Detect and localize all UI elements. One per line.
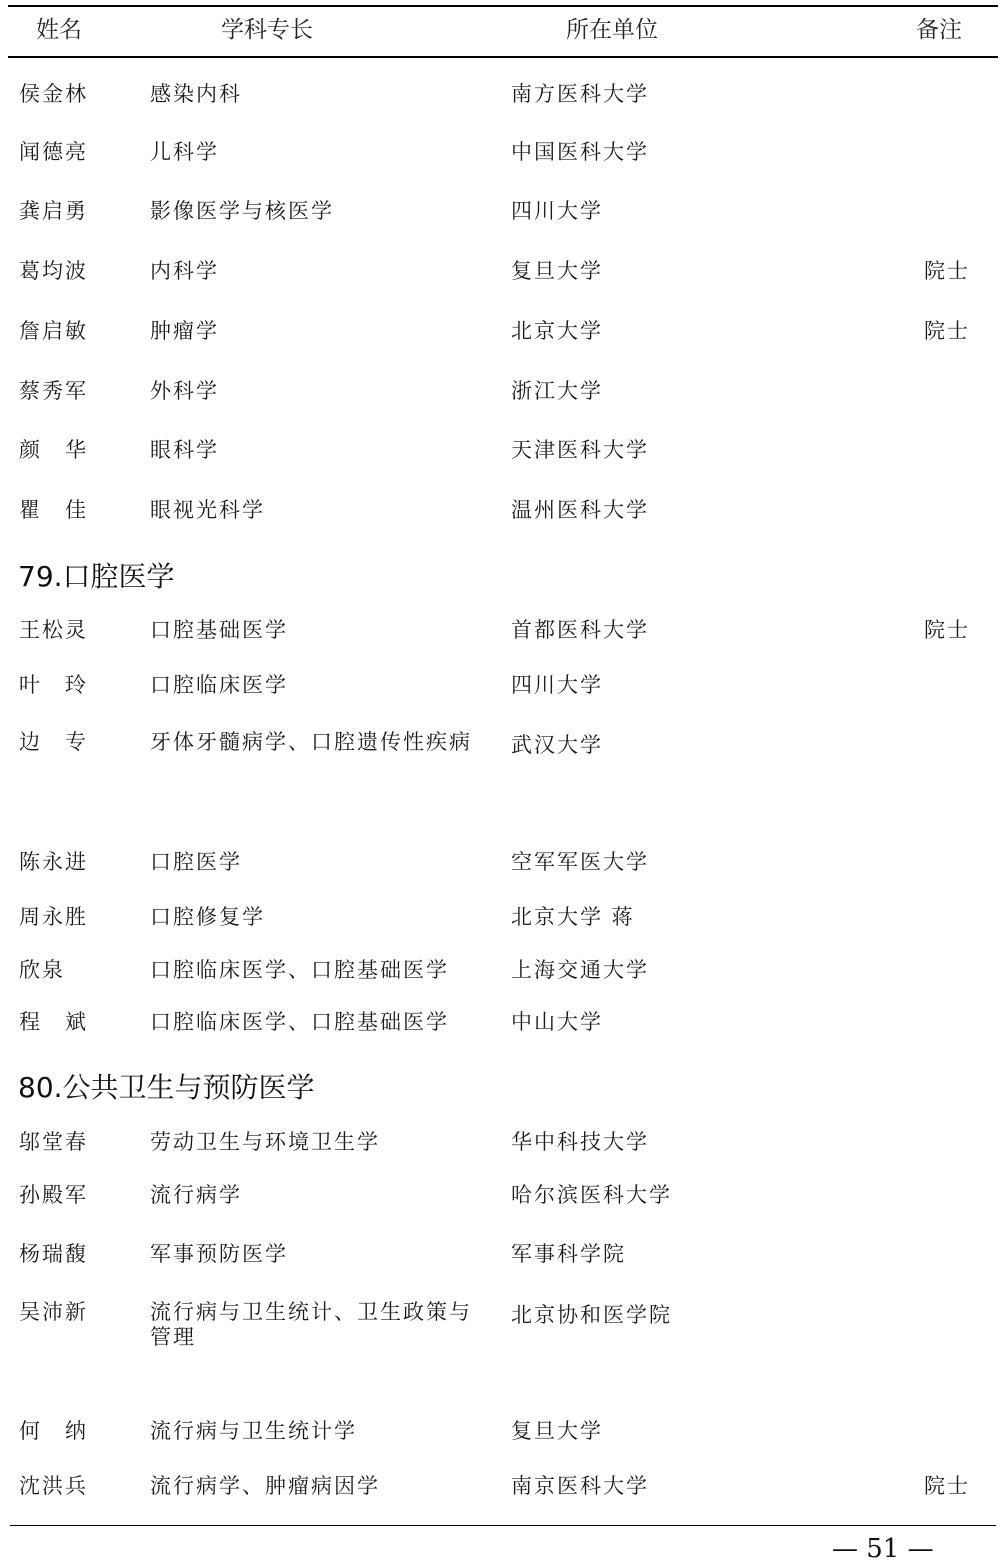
person-name: 周永胜	[19, 905, 88, 929]
table-row	[0, 1010, 1006, 1040]
table-row	[0, 199, 1006, 229]
specialty: 口腔临床医学、口腔基础医学	[150, 958, 449, 982]
table-row	[0, 1419, 1006, 1449]
table-row	[0, 379, 1006, 409]
table-row	[0, 618, 1006, 648]
table-row	[0, 140, 1006, 170]
person-name: 欣泉	[19, 958, 65, 982]
person-name: 陈永进	[19, 850, 88, 874]
affiliation: 南京医科大学	[511, 1474, 649, 1498]
affiliation: 浙江大学	[511, 379, 603, 403]
table-row	[0, 1300, 1006, 1360]
table-top-rule	[8, 5, 998, 7]
note: 院士	[924, 319, 970, 343]
person-name: 吴沛新	[19, 1300, 88, 1324]
table-bottom-rule	[10, 1525, 996, 1526]
person-name: 孙殿军	[19, 1183, 88, 1207]
specialty: 流行病学、肿瘤病因学	[150, 1474, 380, 1498]
specialty: 眼视光科学	[150, 498, 265, 522]
affiliation: 温州医科大学	[511, 498, 649, 522]
affiliation: 天津医科大学	[511, 438, 649, 462]
person-name: 邬堂春	[19, 1130, 88, 1154]
person-name: 杨瑞馥	[19, 1242, 88, 1266]
table-row	[0, 1183, 1006, 1213]
specialty: 影像医学与核医学	[150, 199, 334, 223]
affiliation: 北京大学 蒋	[511, 905, 635, 929]
person-name: 瞿 佳	[19, 498, 88, 522]
person-name: 葛均波	[19, 259, 88, 283]
specialty: 儿科学	[150, 140, 219, 164]
column-header-unit: 所在单位	[566, 17, 658, 43]
table-header-rule	[8, 56, 998, 58]
table-row	[0, 1242, 1006, 1272]
affiliation: 军事科学院	[511, 1242, 626, 1266]
specialty: 眼科学	[150, 438, 219, 462]
affiliation: 武汉大学	[511, 733, 603, 757]
affiliation: 四川大学	[511, 199, 603, 223]
person-name: 边 专	[19, 730, 88, 754]
affiliation: 中山大学	[511, 1010, 603, 1034]
column-header-name: 姓名	[36, 17, 82, 43]
affiliation: 首都医科大学	[511, 618, 649, 642]
affiliation: 哈尔滨医科大学	[511, 1183, 672, 1207]
column-header-specialty: 学科专长	[221, 17, 313, 43]
person-name: 程 斌	[19, 1010, 88, 1034]
specialty: 流行病与卫生统计、卫生政策与管理	[150, 1300, 472, 1349]
specialty: 口腔医学	[150, 850, 242, 874]
specialty: 劳动卫生与环境卫生学	[150, 1130, 380, 1154]
table-row	[0, 498, 1006, 528]
table-row	[0, 438, 1006, 468]
person-name: 何 纳	[19, 1419, 88, 1443]
specialty: 流行病与卫生统计学	[150, 1419, 357, 1443]
note: 院士	[924, 618, 970, 642]
page-number: — 51 —	[832, 1534, 934, 1564]
person-name: 沈洪兵	[19, 1474, 88, 1498]
person-name: 詹启敏	[19, 319, 88, 343]
specialty: 口腔临床医学	[150, 673, 288, 697]
specialty: 内科学	[150, 259, 219, 283]
note: 院士	[924, 1474, 970, 1498]
specialty: 流行病学	[150, 1183, 242, 1207]
table-row	[0, 673, 1006, 703]
column-header-note: 备注	[916, 17, 962, 43]
person-name: 龚启勇	[19, 199, 88, 223]
table-row	[0, 958, 1006, 988]
note: 院士	[924, 259, 970, 283]
affiliation: 复旦大学	[511, 1419, 603, 1443]
affiliation: 华中科技大学	[511, 1130, 649, 1154]
affiliation: 四川大学	[511, 673, 603, 697]
specialty: 牙体牙髓病学、口腔遗传性疾病	[150, 730, 472, 754]
table-row	[0, 850, 1006, 880]
person-name: 王松灵	[19, 618, 88, 642]
table-row	[0, 730, 1006, 790]
table-row	[0, 259, 1006, 289]
person-name: 闻德亮	[19, 140, 88, 164]
affiliation: 北京协和医学院	[511, 1303, 672, 1327]
person-name: 叶 玲	[19, 673, 88, 697]
person-name: 颜 华	[19, 438, 88, 462]
affiliation: 上海交通大学	[511, 958, 649, 982]
affiliation: 北京大学	[511, 319, 603, 343]
specialty: 肿瘤学	[150, 319, 219, 343]
affiliation: 空军军医大学	[511, 850, 649, 874]
specialty: 口腔基础医学	[150, 618, 288, 642]
table-row	[0, 319, 1006, 349]
table-row	[0, 905, 1006, 935]
affiliation: 中国医科大学	[511, 140, 649, 164]
affiliation: 复旦大学	[511, 259, 603, 283]
table-row	[0, 1130, 1006, 1160]
specialty: 军事预防医学	[150, 1242, 288, 1266]
person-name: 蔡秀军	[19, 379, 88, 403]
specialty: 口腔修复学	[150, 905, 265, 929]
section-title-public-health: 80.公共卫生与预防医学	[18, 1071, 315, 1104]
specialty: 感染内科	[150, 82, 242, 106]
specialty: 口腔临床医学、口腔基础医学	[150, 1010, 449, 1034]
section-title-dental: 79.口腔医学	[18, 560, 175, 593]
table-row	[0, 1474, 1006, 1504]
person-name: 侯金林	[19, 82, 88, 106]
table-row	[0, 82, 1006, 112]
specialty: 外科学	[150, 379, 219, 403]
affiliation: 南方医科大学	[511, 82, 649, 106]
